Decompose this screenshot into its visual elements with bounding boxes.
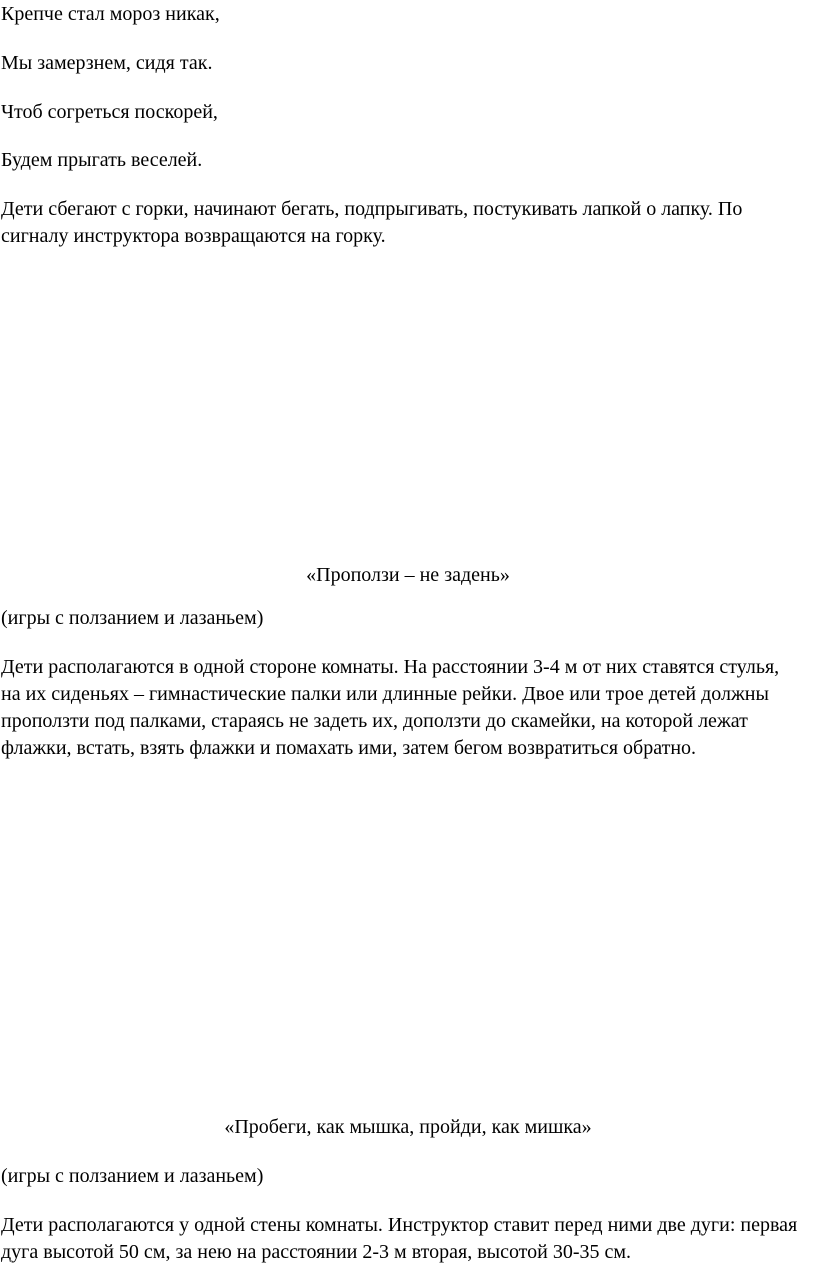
poem-line-3: Чтоб согреться поскорей, [1, 101, 218, 123]
game2-title: «Пробеги, как мышка, пройди, как мишка» [224, 1116, 592, 1138]
game2-description: Дети располагаются у одной стены комнаты. Инструктор ставит перед ними две дуги: первая дуга высотой 50 см, за нею на расстоянии 2-3 м вторая, высотой 30-35 см. [1, 1214, 798, 1263]
poem-line-2: Мы замерзнем, сидя так. [1, 52, 213, 74]
game1-subtitle: (игры с ползанием и лазаньем) [1, 607, 264, 629]
poem-line-1: Крепче стал мороз никак, [1, 3, 220, 25]
intro-paragraph: Дети сбегают с горки, начинают бегать, подпрыгивать, постукивать лапкой о лапку. По сигналу инструктора возвращаются на горку. [1, 198, 743, 247]
poem-line-4: Будем прыгать веселей. [1, 149, 203, 171]
game1-title: «Проползи – не задень» [306, 564, 510, 586]
game2-subtitle: (игры с ползанием и лазаньем) [1, 1165, 264, 1187]
game1-description: Дети располагаются в одной стороне комнаты. На расстоянии 3-4 м от них ставятся стулья, на их сиденьях – гимнастические палки или длинные рейки. Двое или трое детей должны проползти под палками, стараясь не задеть их, доползти до скамейки, на которой лежат флажки, встать, взять флажки и помахать ими, затем бегом возвратиться обратно. [1, 656, 780, 759]
